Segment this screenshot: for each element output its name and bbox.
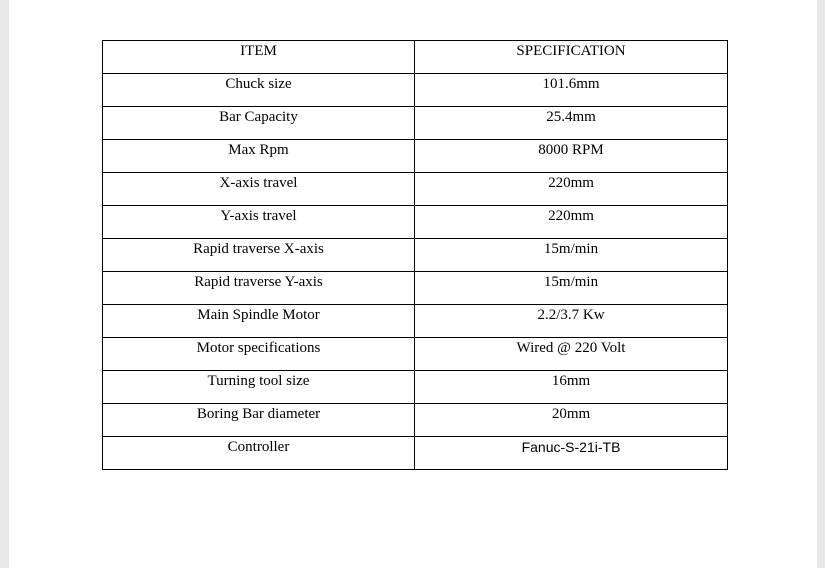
document-page — [9, 0, 817, 568]
row-item: Rapid traverse X-axis — [103, 239, 415, 272]
row-spec: 25.4mm — [415, 107, 728, 140]
header-item: ITEM — [103, 41, 415, 74]
table-row — [103, 140, 728, 173]
specification-table — [102, 40, 728, 470]
row-item: Chuck size — [103, 74, 415, 107]
row-spec: 220mm — [415, 173, 728, 206]
row-item: Max Rpm — [103, 140, 415, 173]
table-row — [103, 74, 728, 107]
row-spec: Wired @ 220 Volt — [415, 338, 728, 371]
table-header-row — [103, 41, 728, 74]
row-item: Controller — [103, 437, 415, 470]
table-row — [103, 305, 728, 338]
row-item: Rapid traverse Y-axis — [103, 272, 415, 305]
row-spec: 15m/min — [415, 272, 728, 305]
table-row — [103, 107, 728, 140]
row-item: Bar Capacity — [103, 107, 415, 140]
row-spec: 220mm — [415, 206, 728, 239]
row-item: Turning tool size — [103, 371, 415, 404]
row-item: X-axis travel — [103, 173, 415, 206]
table-row — [103, 404, 728, 437]
row-item: Main Spindle Motor — [103, 305, 415, 338]
row-item: Motor specifications — [103, 338, 415, 371]
table-row — [103, 239, 728, 272]
table-row — [103, 437, 728, 470]
row-spec: 8000 RPM — [415, 140, 728, 173]
row-spec: 15m/min — [415, 239, 728, 272]
table-row — [103, 173, 728, 206]
row-spec: 16mm — [415, 371, 728, 404]
row-item: Y-axis travel — [103, 206, 415, 239]
table-row — [103, 338, 728, 371]
table-row — [103, 206, 728, 239]
header-specification: SPECIFICATION — [415, 41, 728, 74]
row-spec: Fanuc-S-21i-TB — [415, 437, 728, 470]
table-row — [103, 272, 728, 305]
row-spec: 101.6mm — [415, 74, 728, 107]
row-spec: 2.2/3.7 Kw — [415, 305, 728, 338]
table-row — [103, 371, 728, 404]
row-spec: 20mm — [415, 404, 728, 437]
row-item: Boring Bar diameter — [103, 404, 415, 437]
